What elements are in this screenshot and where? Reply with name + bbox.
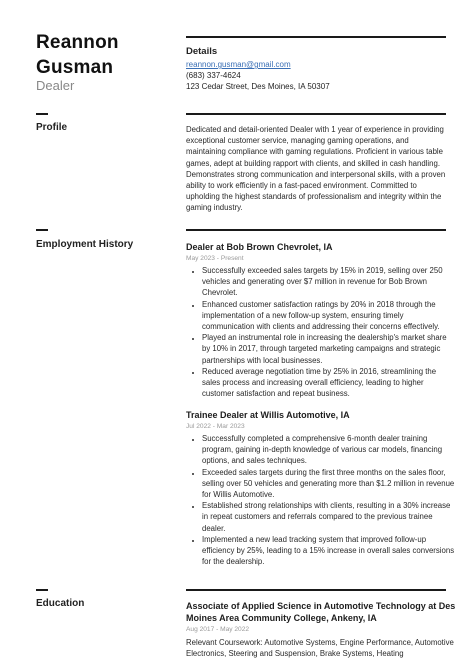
job-bullet: • Successfully exceeded sales targets by 15% in 2019, selling over 250 vehicles and generating over $7 million in revenue for Bob Brown Chevrolet. <box>202 265 456 299</box>
email-link[interactable]: reannon.gusman@gmail.com <box>186 60 291 69</box>
job-bullet: • Played an instrumental role in increasing the dealership's market share by 10% in 2017, through targeted marketing campaigns and strategic partnerships with local businesses. <box>202 332 456 366</box>
details-section <box>186 46 446 92</box>
education-dates: Aug 2017 - May 2022 <box>186 626 250 633</box>
degree-title: Associate of Applied Science in Automotive Technology at Des Moines Area Community College, Ankeny, IA <box>186 601 456 623</box>
job-bullet: • Reduced average negotiation time by 25% in 2016, streamlining the sales process and increasing overall efficiency, leading to higher customer satisfaction and repeat business. <box>202 366 456 400</box>
job-entry <box>186 241 456 399</box>
job-title: Trainee Dealer at Willis Automotive, IA <box>186 410 350 420</box>
job-bullet: • Successfully completed a comprehensive 6-month dealer training program, gaining in-depth knowledge of various car models, financing options, and sales techniques. <box>202 433 456 467</box>
phone-number: (683) 337-4624 <box>186 71 241 80</box>
job-dates: Jul 2022 - Mar 2023 <box>186 423 245 430</box>
job-bullets <box>186 265 456 399</box>
last-name: Gusman <box>36 57 114 78</box>
education-divider-right <box>186 589 446 591</box>
profile-divider-left <box>36 113 48 115</box>
job-bullet: • Established strong relationships with clients, resulting in a 30% increase in repeat customers and referrals compared to the previous trainee dealer. <box>202 500 456 534</box>
job-bullets <box>186 433 456 567</box>
employment-title: Employment History <box>36 239 134 250</box>
employment-divider-right <box>186 229 446 231</box>
details-title: Details <box>186 46 218 57</box>
education-divider-left <box>36 589 48 591</box>
address: 123 Cedar Street, Des Moines, IA 50307 <box>186 82 330 91</box>
profile-text: Dedicated and detail-oriented Dealer with 1 year of experience in providing exceptional customer service, managing gaming operations, and maintaining compliance with gaming regulations. Proficient in various table games, adept at building rapport with clients, and skilled in cash handling. Demonstrates strong communication and interpersonal skills, with a proven ability to work efficiently in a fast-paced environment. Committed to upholding the highest standards of professionalism and integrity within the gaming industry. <box>186 125 446 213</box>
job-title: Dealer at Bob Brown Chevrolet, IA <box>186 242 333 252</box>
details-divider <box>186 36 446 38</box>
coursework: Relevant Coursework: Automotive Systems, Engine Performance, Automotive Electronics, Steering and Suspension, Brake Systems, Heating <box>186 638 454 659</box>
job-bullet: • Implemented a new lead tracking system that improved follow-up efficiency by 25%, leading to a 15% increase in overall sales conversions for the dealership. <box>202 534 456 568</box>
job-bullet: • Enhanced customer satisfaction ratings by 20% in 2018 through the implementation of a new follow-up system, ensuring timely communication with clients and addressing their concerns effectively. <box>202 299 456 333</box>
job-role: Dealer <box>36 78 75 93</box>
education-title: Education <box>36 598 85 609</box>
employment-divider-left <box>36 229 48 231</box>
candidate-name <box>36 30 176 80</box>
first-name: Reannon <box>36 32 119 53</box>
profile-title: Profile <box>36 122 68 133</box>
profile-divider-right <box>186 113 446 115</box>
education-entry <box>186 600 456 659</box>
job-dates: May 2023 - Present <box>186 255 244 262</box>
job-bullet: • Exceeded sales targets during the first three months on the sales floor, selling over 50 vehicles and generating more than $1.2 million in revenue for Willis Automotive. <box>202 467 456 501</box>
job-entry <box>186 409 456 567</box>
